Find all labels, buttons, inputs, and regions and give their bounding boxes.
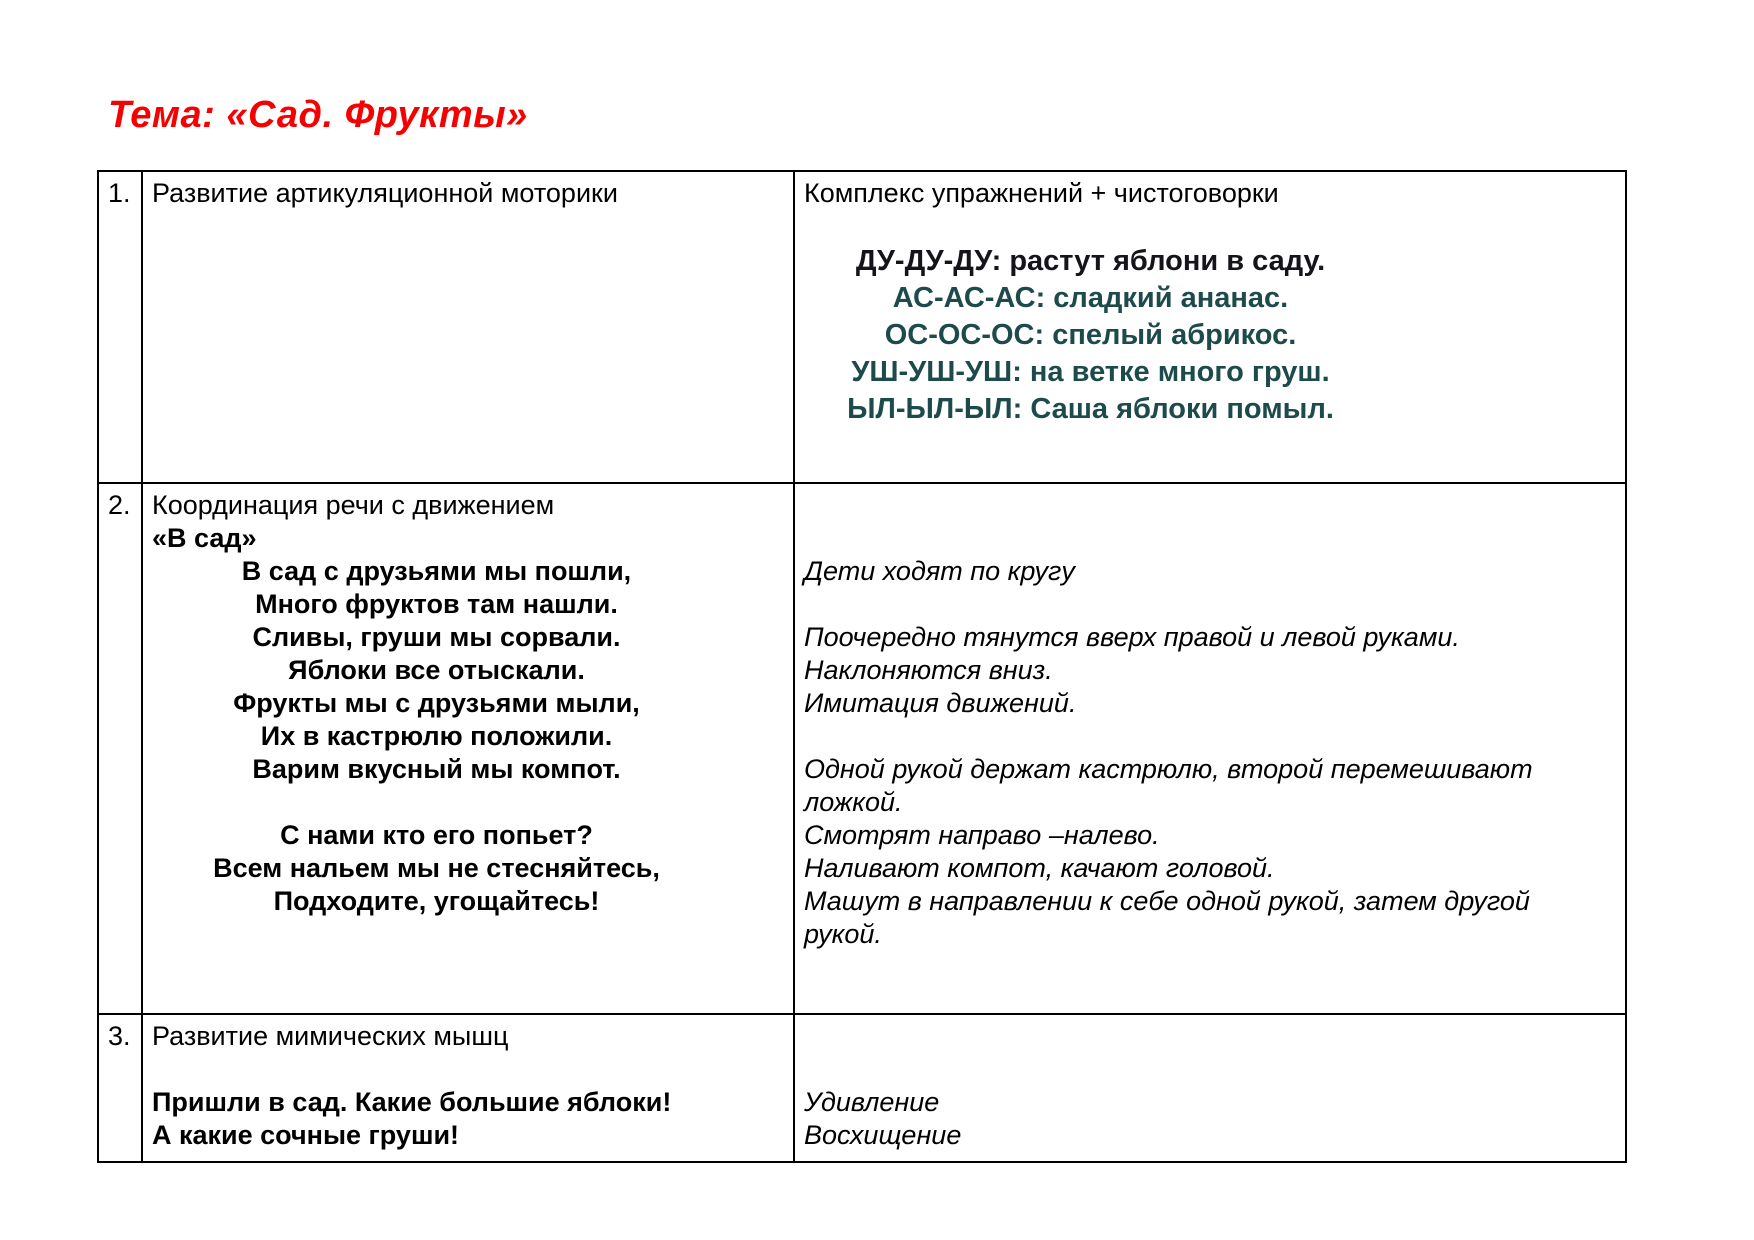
text-line: АС-АС-АС: сладкий ананас. xyxy=(892,282,1289,314)
row3-emotions-text xyxy=(804,1020,1617,1152)
text-line: Поочередно тянутся вверх правой и левой руками. xyxy=(804,622,1460,652)
text-line: ЫЛ-ЫЛ-ЫЛ: Саша яблоки помыл. xyxy=(847,393,1334,425)
text-line: Наклоняются вниз. xyxy=(804,655,1053,685)
row1-content-text xyxy=(804,177,1617,428)
row1-content-cell xyxy=(794,171,1626,483)
text-line xyxy=(152,1053,785,1086)
text-line: Комплекс упражнений + чистоговорки xyxy=(804,178,1279,208)
row2-number: 2. xyxy=(98,483,142,1014)
text-line xyxy=(804,522,1617,555)
text-line: ложкой. xyxy=(804,787,903,817)
text-line: ОС-ОС-ОС: спелый абрикос. xyxy=(884,319,1297,351)
text-line: В сад с друзьями мы пошли, xyxy=(241,556,632,586)
text-line xyxy=(152,786,785,819)
text-line: ДУ-ДУ-ДУ: растут яблони в саду. xyxy=(855,245,1326,277)
text-line xyxy=(804,588,1617,621)
text-line: Подходите, угощайтесь! xyxy=(273,886,600,916)
row2-movements-text xyxy=(804,489,1617,951)
text-line: Пришли в сад. Какие большие яблоки! xyxy=(152,1087,672,1117)
text-line: Дети ходят по кругу xyxy=(804,556,1075,586)
text-line xyxy=(804,489,1617,522)
text-line: Машут в направлении к себе одной рукой, затем другой xyxy=(804,886,1530,916)
text-line: Их в кастрюлю положили. xyxy=(260,721,613,751)
table-row-3 xyxy=(98,1014,1626,1162)
lesson-table xyxy=(97,170,1627,1163)
text-line: Яблоки все отыскали. xyxy=(288,655,585,685)
table-row-1 xyxy=(98,171,1626,483)
text-line: Имитация движений. xyxy=(804,688,1077,718)
text-line: С нами кто его попьет? xyxy=(280,820,593,850)
text-line: А какие сочные груши! xyxy=(152,1120,460,1150)
text-line: Координация речи с движением xyxy=(152,490,555,520)
text-line xyxy=(804,720,1617,753)
row3-activity-cell xyxy=(142,1014,794,1162)
text-line xyxy=(804,210,1617,243)
text-line xyxy=(804,1053,1617,1086)
text-line: УШ-УШ-УШ: на ветке много груш. xyxy=(851,356,1330,388)
text-line: Развитие артикуляционной моторики xyxy=(152,178,618,208)
text-line: Варим вкусный мы компот. xyxy=(252,754,621,784)
text-line: Одной рукой держат кастрюлю, второй перемешивают xyxy=(804,754,1533,784)
text-line: Фрукты мы с друзьями мыли, xyxy=(233,688,640,718)
row2-poem-text xyxy=(152,489,785,918)
text-line: Смотрят направо –налево. xyxy=(804,820,1160,850)
document-title: Тема: «Сад. Фрукты» xyxy=(108,94,528,136)
text-line: Развитие мимических мышц xyxy=(152,1021,509,1051)
text-line xyxy=(804,1020,1617,1053)
row2-activity-cell xyxy=(142,483,794,1014)
row3-activity-text xyxy=(152,1020,785,1152)
row1-activity-cell xyxy=(142,171,794,483)
text-line: Всем нальем мы не стесняйтесь, xyxy=(213,853,660,883)
text-line: рукой. xyxy=(804,919,882,949)
row3-number: 3. xyxy=(98,1014,142,1162)
text-line: Сливы, груши мы сорвали. xyxy=(252,622,621,652)
row1-activity-text xyxy=(152,177,785,210)
text-line: Удивление xyxy=(804,1087,940,1117)
text-line: Наливают компот, качают головой. xyxy=(804,853,1275,883)
text-line: «В сад» xyxy=(152,523,257,553)
text-line: Много фруктов там нашли. xyxy=(255,589,618,619)
row1-number: 1. xyxy=(98,171,142,483)
table-row-2 xyxy=(98,483,1626,1014)
row3-emotions-cell xyxy=(794,1014,1626,1162)
text-line: Восхищение xyxy=(804,1120,962,1150)
row2-movements-cell xyxy=(794,483,1626,1014)
